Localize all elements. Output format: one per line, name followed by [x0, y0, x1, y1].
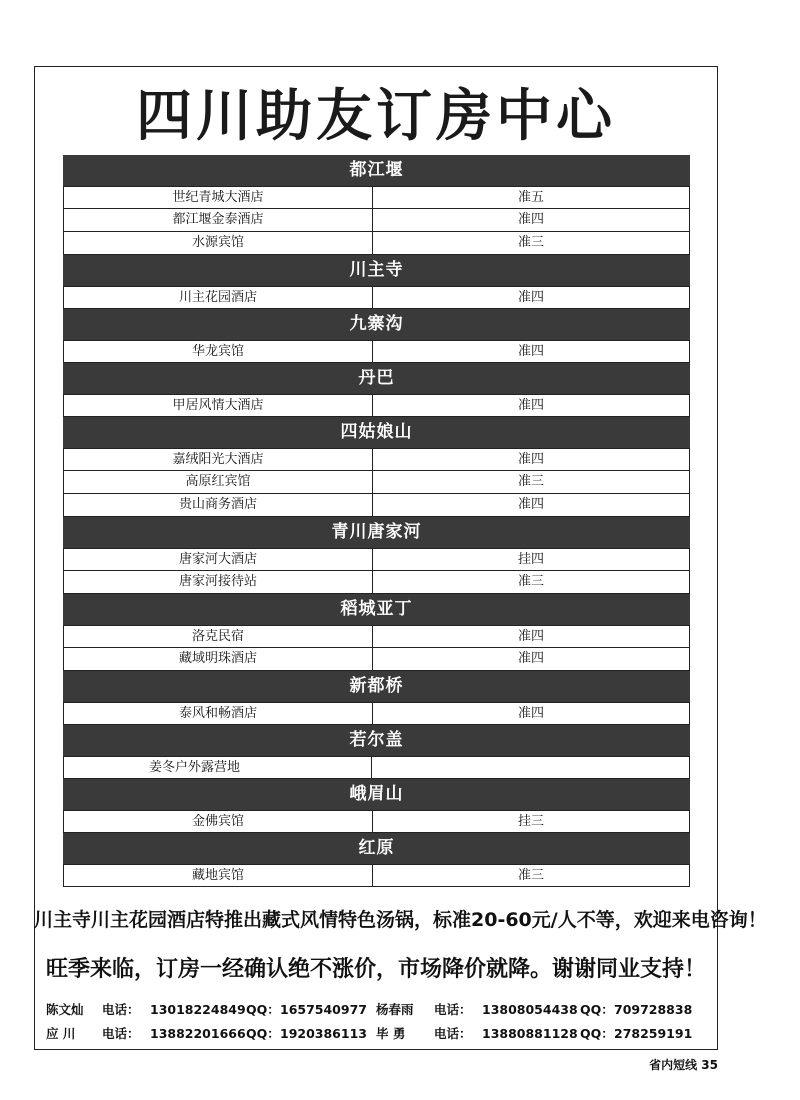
qq-label: QQ：	[580, 1026, 614, 1041]
hotel-listing	[63, 155, 690, 887]
phone-label: 电话：	[434, 1002, 472, 1017]
phone-number: 13018224849	[150, 1002, 246, 1017]
hotel-grade: 准三	[517, 235, 544, 250]
phone-number: 13882201666	[150, 1026, 246, 1041]
hotel-row	[63, 471, 690, 494]
hotel-grade: 准三	[517, 574, 544, 589]
region-header: 红原	[63, 833, 690, 864]
hotel-grade	[372, 757, 689, 778]
hotel-grade: 挂四	[517, 552, 544, 567]
hotel-name: 嘉绒阳光大酒店	[64, 449, 373, 470]
hotel-row	[63, 756, 690, 779]
hotel-name: 贵山商务酒店	[64, 494, 373, 516]
hotel-grade: 准四	[517, 398, 544, 413]
contact-name: 陈文灿	[46, 1002, 84, 1017]
qq-label: QQ：	[580, 1002, 614, 1017]
region-header: 九寨沟	[63, 309, 690, 340]
region-header: 青川唐家河	[63, 517, 690, 548]
hotel-grade: 准三	[517, 868, 544, 883]
hotel-grade: 准四	[517, 212, 544, 227]
phone-label: 电话：	[102, 1026, 140, 1041]
hotel-name: 世纪青城大酒店	[64, 187, 373, 208]
page-title: 四川助友订房中心	[136, 84, 616, 149]
region-header: 四姑娘山	[63, 417, 690, 448]
pricing-notice: 旺季来临，订房一经确认绝不涨价，市场降价就降。谢谢同业支持！	[45, 957, 706, 982]
hotel-row	[63, 625, 690, 648]
qq-number: 278259191	[614, 1026, 693, 1041]
hotel-grade: 准三	[517, 474, 544, 489]
hotel-name: 华龙宾馆	[64, 341, 373, 362]
contact-name: 毕 勇	[376, 1026, 406, 1041]
hotel-grade: 准四	[517, 344, 544, 359]
hotel-row	[63, 448, 690, 471]
contact-info	[46, 998, 711, 1046]
hotel-name: 川主花园酒店	[64, 287, 373, 308]
hotel-name: 金佛宾馆	[64, 811, 373, 832]
hotel-grade: 准四	[517, 452, 544, 467]
section-name: 省内短线	[649, 1058, 698, 1072]
hotel-row	[63, 702, 690, 725]
hotel-grade: 准四	[517, 651, 544, 666]
region-header: 稻城亚丁	[63, 594, 690, 625]
hotel-grade: 准四	[517, 706, 544, 721]
hotel-name: 都江堰金泰酒店	[64, 209, 373, 231]
hotel-grade: 准四	[517, 629, 544, 644]
hotel-name: 藏地宾馆	[64, 865, 373, 886]
hotel-row	[63, 209, 690, 232]
qq-number: 1657540977	[280, 1002, 367, 1017]
hotel-name: 甲居风情大酒店	[64, 395, 373, 416]
hotel-row	[63, 286, 690, 309]
hotel-row	[63, 548, 690, 571]
hotel-name: 唐家河大酒店	[64, 549, 373, 570]
hotel-name: 泰风和畅酒店	[64, 703, 373, 724]
hotel-grade: 挂三	[517, 814, 544, 829]
region-header: 都江堰	[63, 155, 690, 186]
hotel-row	[63, 810, 690, 833]
hotel-row	[63, 186, 690, 209]
region-header: 新都桥	[63, 671, 690, 702]
hotel-row	[63, 394, 690, 417]
hotel-row	[63, 864, 690, 887]
hotel-grade: 准四	[517, 290, 544, 305]
contact-name: 杨春雨	[376, 1002, 414, 1017]
hotel-row	[63, 648, 690, 671]
region-header: 丹巴	[63, 363, 690, 394]
hotel-name: 唐家河接待站	[64, 571, 373, 593]
qq-number: 1920386113	[280, 1026, 367, 1041]
promo-notice: 川主寺川主花园酒店特推出藏式风情特色汤锅，标准20-60元/人不等，欢迎来电咨询！	[34, 909, 767, 931]
hotel-row	[63, 571, 690, 594]
hotel-row	[63, 232, 690, 255]
page-number: 35	[701, 1058, 718, 1072]
phone-number: 13880881128	[482, 1026, 578, 1041]
hotel-name: 藏域明珠酒店	[64, 648, 373, 670]
phone-label: 电话：	[434, 1026, 472, 1041]
hotel-row	[63, 494, 690, 517]
qq-label: QQ：	[246, 1026, 280, 1041]
contact-line	[46, 998, 711, 1022]
contact-line	[46, 1022, 711, 1046]
region-header: 川主寺	[63, 255, 690, 286]
hotel-grade: 准四	[517, 497, 544, 512]
hotel-name: 高原红宾馆	[64, 471, 373, 493]
region-header: 峨眉山	[63, 779, 690, 810]
hotel-name: 姜冬户外露营地	[64, 757, 372, 778]
hotel-grade: 准五	[517, 190, 544, 205]
phone-label: 电话：	[102, 1002, 140, 1017]
hotel-name: 洛克民宿	[64, 626, 373, 647]
hotel-row	[63, 340, 690, 363]
qq-number: 709728838	[614, 1002, 693, 1017]
hotel-name: 水源宾馆	[64, 232, 373, 254]
page-footer	[649, 1056, 718, 1073]
region-header: 若尔盖	[63, 725, 690, 756]
contact-name: 应 川	[46, 1026, 76, 1041]
qq-label: QQ：	[246, 1002, 280, 1017]
phone-number: 13808054438	[482, 1002, 578, 1017]
